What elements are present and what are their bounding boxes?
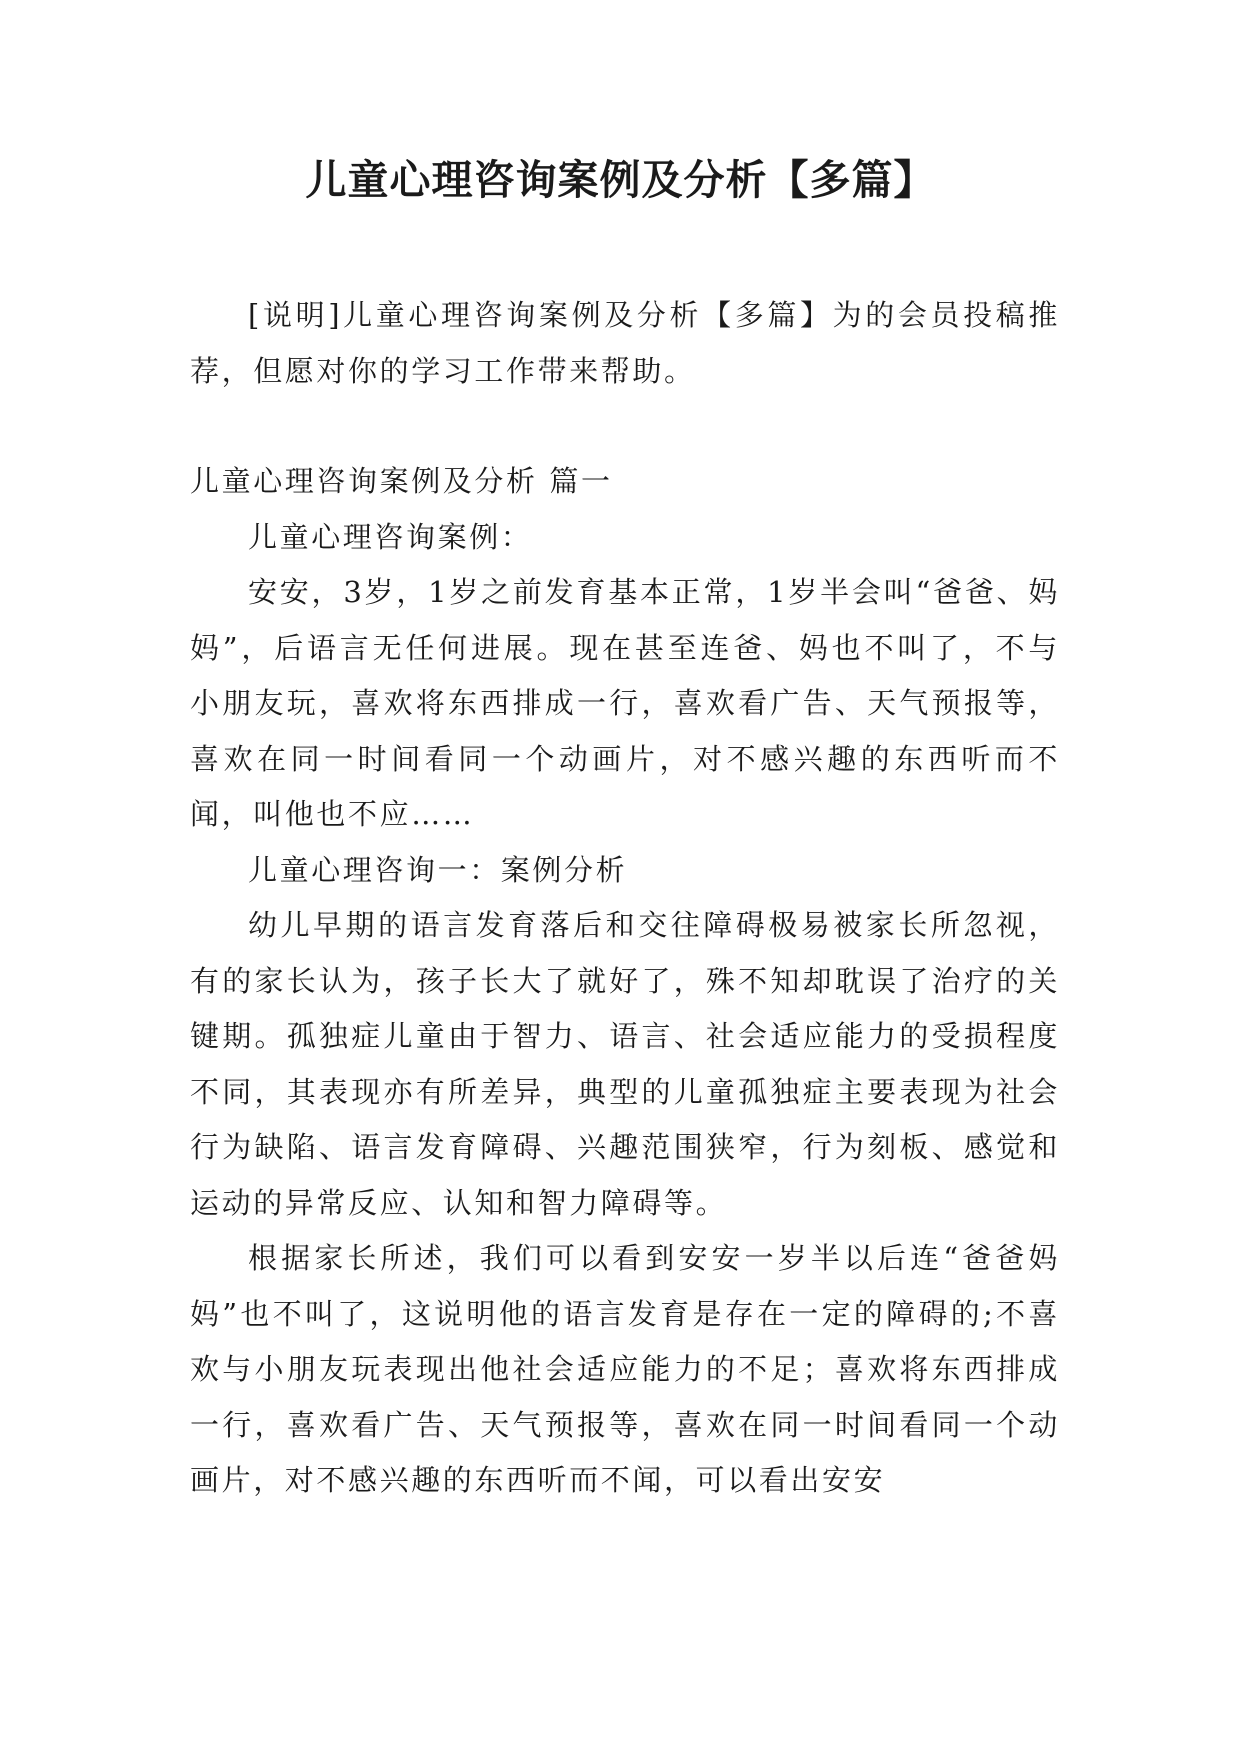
conclusion-paragraph: 根据家长所述，我们可以看到安安一岁半以后连“爸爸妈妈”也不叫了，这说明他的语言发育是存在一定的障碍的;不喜欢与小朋友玩表现出他社会适应能力的不足；喜欢将东西排成一行，喜欢看广告、天气预报等，喜欢在同一时间看同一个动画片，对不感兴趣的东西听而不闻，可以看出安安 xyxy=(190,1241,1060,1497)
section-heading: 儿童心理咨询案例及分析 篇一 xyxy=(190,464,613,498)
analysis-heading: 儿童心理咨询一：案例分析 xyxy=(248,852,628,887)
analysis-paragraph: 幼儿早期的语言发育落后和交往障碍极易被家长所忽视，有的家长认为，孩子长大了就好了，殊不知却耽误了治疗的关键期。孤独症儿童由于智力、语言、社会适应能力的受损程度不同，其表现亦有所差异，典型的儿童孤独症主要表现为社会行为缺陷、语言发育障碍、兴趣范围狭窄，行为刻板、感觉和运动的异常反应、认知和智力障碍等。 xyxy=(190,908,1060,1220)
case-description: 安安，3岁，1岁之前发育基本正常，1岁半会叫“爸爸、妈妈”，后语言无任何进展。现在甚至连爸、妈也不叫了，不与小朋友玩，喜欢将东西排成一行，喜欢看广告、天气预报等，喜欢在同一时间看同一个动画片，对不感兴趣的东西听而不闻，叫他也不应…… xyxy=(190,575,1060,831)
document-body xyxy=(190,288,1060,1509)
case-label: 儿童心理咨询案例： xyxy=(248,519,533,554)
intro-paragraph: [说明]儿童心理咨询案例及分析【多篇】为的会员投稿推荐，但愿对你的学习工作带来帮助。 xyxy=(190,298,1060,388)
document-title: 儿童心理咨询案例及分析【多篇】 xyxy=(305,156,936,204)
